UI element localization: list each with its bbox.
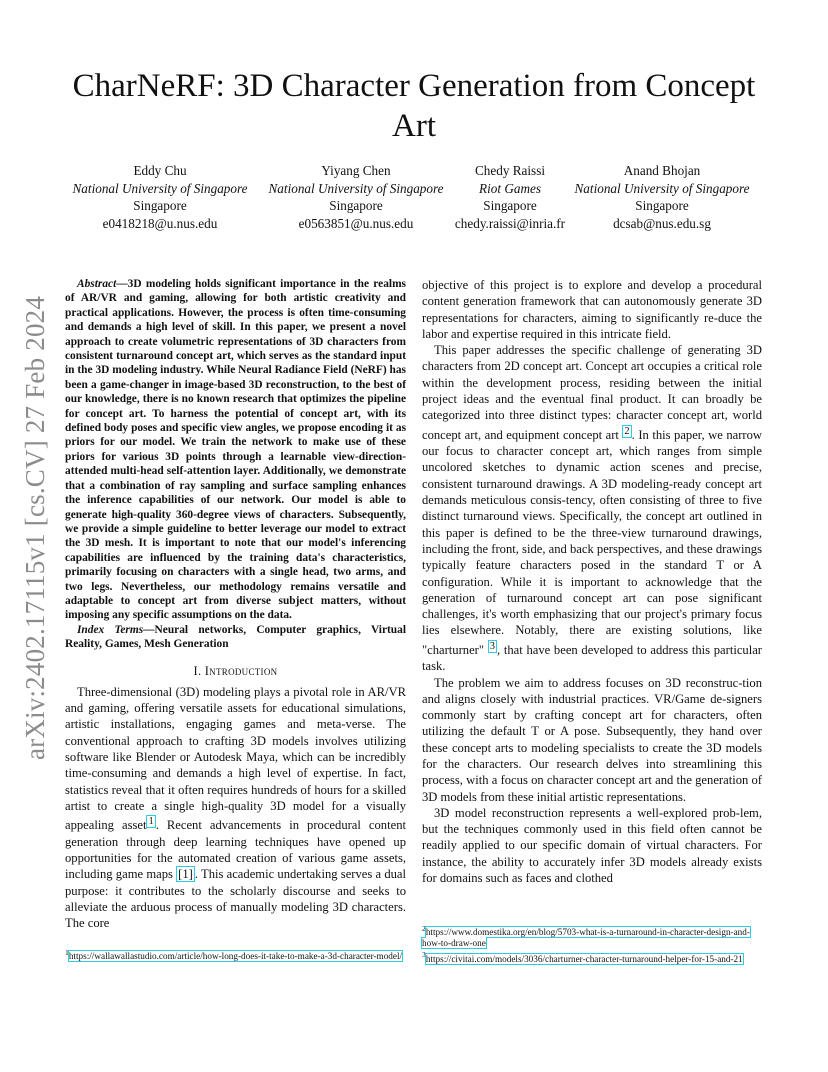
body-paragraph: The problem we aim to address focuses on 3D reconstruc-tion and aligns closely with industrial practices. VR/Game de-signers commonly start by crafting concept art for characters, often utilizing the default T or A pose. Subsequently, they hand over these concept arts to modeling specialists to create the 3D models for the characters. Our research delves into streamlining this process, with a focus on character concept art and the generation of 3D models from these initial artistic representations. — [422, 675, 762, 804]
author-3 — [450, 162, 570, 232]
footnote-mark: 2 — [422, 924, 426, 933]
footnote-1 — [65, 947, 407, 962]
author-email[interactable]: e0418218@u.nus.edu — [102, 215, 218, 231]
author-email[interactable]: e0563851@u.nus.edu — [298, 215, 414, 231]
author-1 — [60, 162, 260, 232]
body-paragraph: objective of this project is to explore and develop a procedural content generation framework that can autonomously generate 3D representations for characters, aiming to significantly re-duce the labor and expertise required in this intricate field. — [422, 278, 762, 341]
footnote-url[interactable]: https://civitai.com/models/3036/charturner-character-turnaround-helper-for-15-and-21 — [425, 953, 743, 964]
footnotes-right — [422, 923, 764, 965]
footnote-mark: 1 — [65, 948, 69, 957]
body-text: . In this paper, we narrow our focus to character concept art, which ranges from simple uncolored sketches to dynamic action scenes and precise, consistent turnaround drawings. A 3D modeling-ready concept art demands meticulous consis-tency, often consisting of three to five distinct turnaround views. Specifically, the concept art outlined in this paper is defined to be the three-view turnaround drawings, including the front, side, and back perspectives, and these drawings typically feature characters posed in the standard T or A configuration. While it is important to acknowledge that the generation of turnaround concept art can pose significant challenges, it's worth emphasizing that our project's primary focus lies elsewhere. Notably, there are existing solutions, like "charturner" — [422, 427, 762, 657]
left-column — [65, 277, 406, 932]
arxiv-identifier: arXiv:2402.17115v1 [cs.CV] 27 Feb 2024 — [20, 295, 50, 760]
footnote-link-1[interactable]: 1 — [148, 816, 154, 828]
paper-title: CharNeRF: 3D Character Generation from Concept Art — [72, 68, 756, 144]
intro-text: . Recent advancements in procedural content generation through deep learning techniques have opened up opportunities for the automated creation of various game assets, including game maps — [65, 818, 406, 882]
abstract-label: Abstract — [77, 278, 117, 290]
footnote-url[interactable]: https://www.domestika.org/en/blog/5703-what-is-a-turnaround-in-character-design-and-how-to-draw-one — [422, 927, 750, 949]
right-column — [422, 277, 762, 886]
author-email[interactable]: dcsab@nus.edu.sg — [613, 215, 711, 231]
footnote-2 — [422, 923, 764, 949]
body-text: , that have been developed to address this particular task. — [422, 642, 762, 674]
author-block — [60, 162, 770, 234]
author-4 — [564, 162, 760, 232]
author-name: Anand Bhojan — [623, 163, 701, 178]
author-2 — [258, 162, 454, 232]
intro-paragraph — [65, 684, 406, 932]
index-terms — [65, 623, 406, 652]
author-location: Singapore — [635, 198, 689, 213]
author-email[interactable]: chedy.raissi@inria.fr — [454, 215, 566, 231]
author-affiliation: National University of Singapore — [574, 180, 750, 196]
author-location: Singapore — [329, 198, 383, 213]
author-name: Eddy Chu — [133, 163, 187, 178]
footnote-link-2[interactable]: 2 — [624, 425, 630, 437]
index-terms-label: Index Terms — [77, 623, 144, 636]
abstract-text: —3D modeling holds significant importance in the realms of AR/VR and gaming, allowing for both artistic creativity and practical applications. However, the process is often time-consuming and demands a high level of skill. In this paper, we present a novel approach to create volumetric representations of 3D characters from consistent turnaround concept art, which serves as the standard input in the 3D modeling industry. While Neural Radiance Field (NeRF) has been a game-changer in image-based 3D reconstruction, to the best of our knowledge, there is no known research that optimizes the pipeline for concept art. To harness the potential of concept art, with its defined body poses and specific view angles, we propose encoding it as priors for our model. We train the network to make use of these priors for various 3D points through a learnable view-direction-attended multi-head self-attention layer. Additionally, we demonstrate that a combination of ray sampling and surface sampling enhances the inference capabilities of our network. Our model is able to generate high-quality 360-degree views of characters. Subsequently, we provide a simple guideline to better leverage our model to extract the 3D mesh. It is important to note that our model's inferencing capabilities are influenced by the training data's characteristics, primarily focusing on characters with a single head, two arms, and two legs. Nevertheless, our methodology remains versatile and adaptable to concept art from diverse subject matters, without imposing any specific assumptions on the data. — [65, 278, 406, 622]
intro-text: . This academic undertaking serves a dual purpose: it contributes to the scholarly discourse and seeks to alleviate the arduous process of manually modeling 3D characters. The core — [65, 867, 407, 931]
body-paragraph: 3D model reconstruction represents a well-explored prob-lem, but the techniques commonly used in this field often cannot be readily applied to our specific domain of virtual characters. For instance, the ability to accurately infer 3D models already exists for domains such as faces and clothed — [422, 805, 762, 886]
footnote-url[interactable]: https://wallawallastudio.com/article/how-long-does-it-take-to-make-a-3d-character-model/ — [68, 951, 403, 962]
author-name: Yiyang Chen — [321, 163, 391, 178]
abstract — [65, 277, 406, 623]
footnote-3 — [422, 949, 764, 964]
section-heading: I. Introduction — [193, 663, 278, 678]
author-affiliation: Riot Games — [479, 180, 541, 196]
author-affiliation: National University of Singapore — [268, 180, 444, 196]
intro-text: Three-dimensional (3D) modeling plays a pivotal role in AR/VR and gaming, offering versatile assets for educational simulations, artistic installations, engaging games and meta-verse. The conventional approach to crafting 3D models involves utilizing software like Blender or Autodesk Maya, which can be incredibly time-consuming and demands a high level of expertise. In fact, statistics reveal that it often requires hundreds of hours for a skilled artist to create a single high-quality 3D model for a visually appealing asset — [65, 684, 406, 833]
author-name: Chedy Raissi — [475, 163, 545, 178]
author-location: Singapore — [133, 198, 187, 213]
index-terms-text: —Neural networks, Computer graphics, Virtual Reality, Games, Mesh Generation — [65, 623, 406, 651]
body-paragraph — [422, 342, 762, 674]
author-location: Singapore — [483, 198, 537, 213]
author-affiliation: National University of Singapore — [72, 180, 248, 196]
footnote-mark: 3 — [422, 950, 426, 960]
footnote-link-3[interactable]: 3 — [489, 640, 495, 652]
body-text: This paper addresses the specific challenge of generating 3D characters from 2D concept art. Concept art occupies a critical role within the development process, residing between the initial project ideas and the eventual final product. It can broadly be categorized into three distinct types: character concept art, world concept art, and equipment concept art — [422, 343, 762, 442]
citation-link[interactable]: [1] — [178, 867, 193, 882]
